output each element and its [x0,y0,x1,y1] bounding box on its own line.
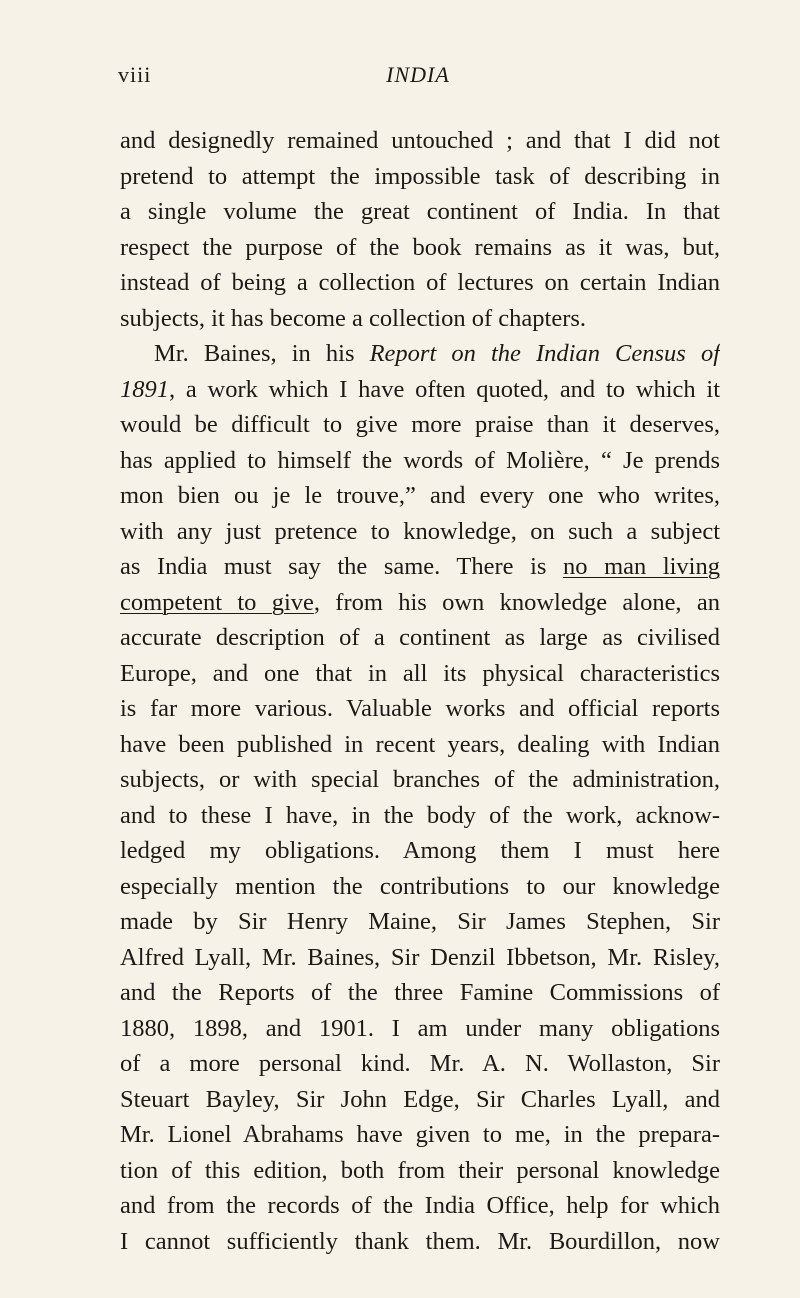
text-line: Mr. Lionel Abrahams have given to me, in the prepara- [120,1121,720,1148]
text-line: I cannot sufficiently thank them. Mr. Bourdillon, now [120,1227,720,1255]
text-line: accurate description of a continent as large as civilised [120,624,720,651]
text-line: and from the records of the India Office, help for which [120,1192,720,1219]
text-line: would be difficult to give more praise than it deserves, [120,411,720,438]
text-line: 1880, 1898, and 1901. I am under many obligations [120,1014,720,1042]
text-line: a single volume the great continent of India. In that [120,198,720,225]
text-line: with any just pretence to knowledge, on such a subject [120,517,720,545]
page-header [118,62,718,102]
text-line: pretend to attempt the impossible task of describing in [120,162,720,190]
text-line: especially mention the contributions to our knowledge [120,872,720,900]
text-line: subjects, or with special branches of the administration, [120,766,720,793]
text-line [120,336,720,372]
text-line: and to these I have, in the body of the work, acknow- [120,801,720,829]
text-line: subjects, it has become a collection of chapters. [120,304,587,332]
report-year-italic: 1891 [120,375,169,403]
text-line [120,549,720,585]
text-line: instead of being a collection of lectures on certain Indian [120,269,720,296]
text-line: tion of this edition, both from their personal knowledge [120,1156,720,1184]
text-line: of a more personal kind. Mr. A. N. Wollaston, Sir [120,1050,720,1077]
text-line: made by Sir Henry Maine, Sir James Stephen, Sir [120,908,720,935]
text-line: Europe, and one that in all its physical characteristics [120,659,720,687]
text-segment: , from his own knowledge alone, an [313,588,720,616]
text-line: has applied to himself the words of Molière, “ Je prends [120,446,720,474]
underlined-text: no man living [563,553,720,580]
text-line: is far more various. Valuable works and official reports [120,695,720,722]
text-line [120,585,720,621]
text-line: ledged my obligations. Among them I must here [120,837,720,864]
text-line: Steuart Bayley, Sir John Edge, Sir Charles Lyall, and [120,1085,720,1113]
report-title-italic: Report on the Indian Census of [369,340,720,367]
text-segment: , a work which I have often quoted, and to which it [169,375,720,403]
text-line: and designedly remained untouched ; and that I did not [120,127,720,154]
text-line [120,372,720,408]
text-line: have been published in recent years, dealing with Indian [120,730,720,758]
running-head: INDIA [386,62,450,87]
text-segment: Mr. Baines, in his [154,340,370,367]
text-line: Alfred Lyall, Mr. Baines, Sir Denzil Ibbetson, Mr. Risley, [120,943,720,971]
text-line: and the Reports of the three Famine Commissions of [120,979,720,1006]
page-number: viii [118,62,152,87]
text-line: respect the purpose of the book remains as it was, but, [120,233,720,261]
body-text [120,123,720,1259]
underlined-text: competent to give [120,588,314,616]
text-line: mon bien ou je le trouve,” and every one who writes, [120,482,720,509]
text-segment: as India must say the same. There is [120,553,563,580]
